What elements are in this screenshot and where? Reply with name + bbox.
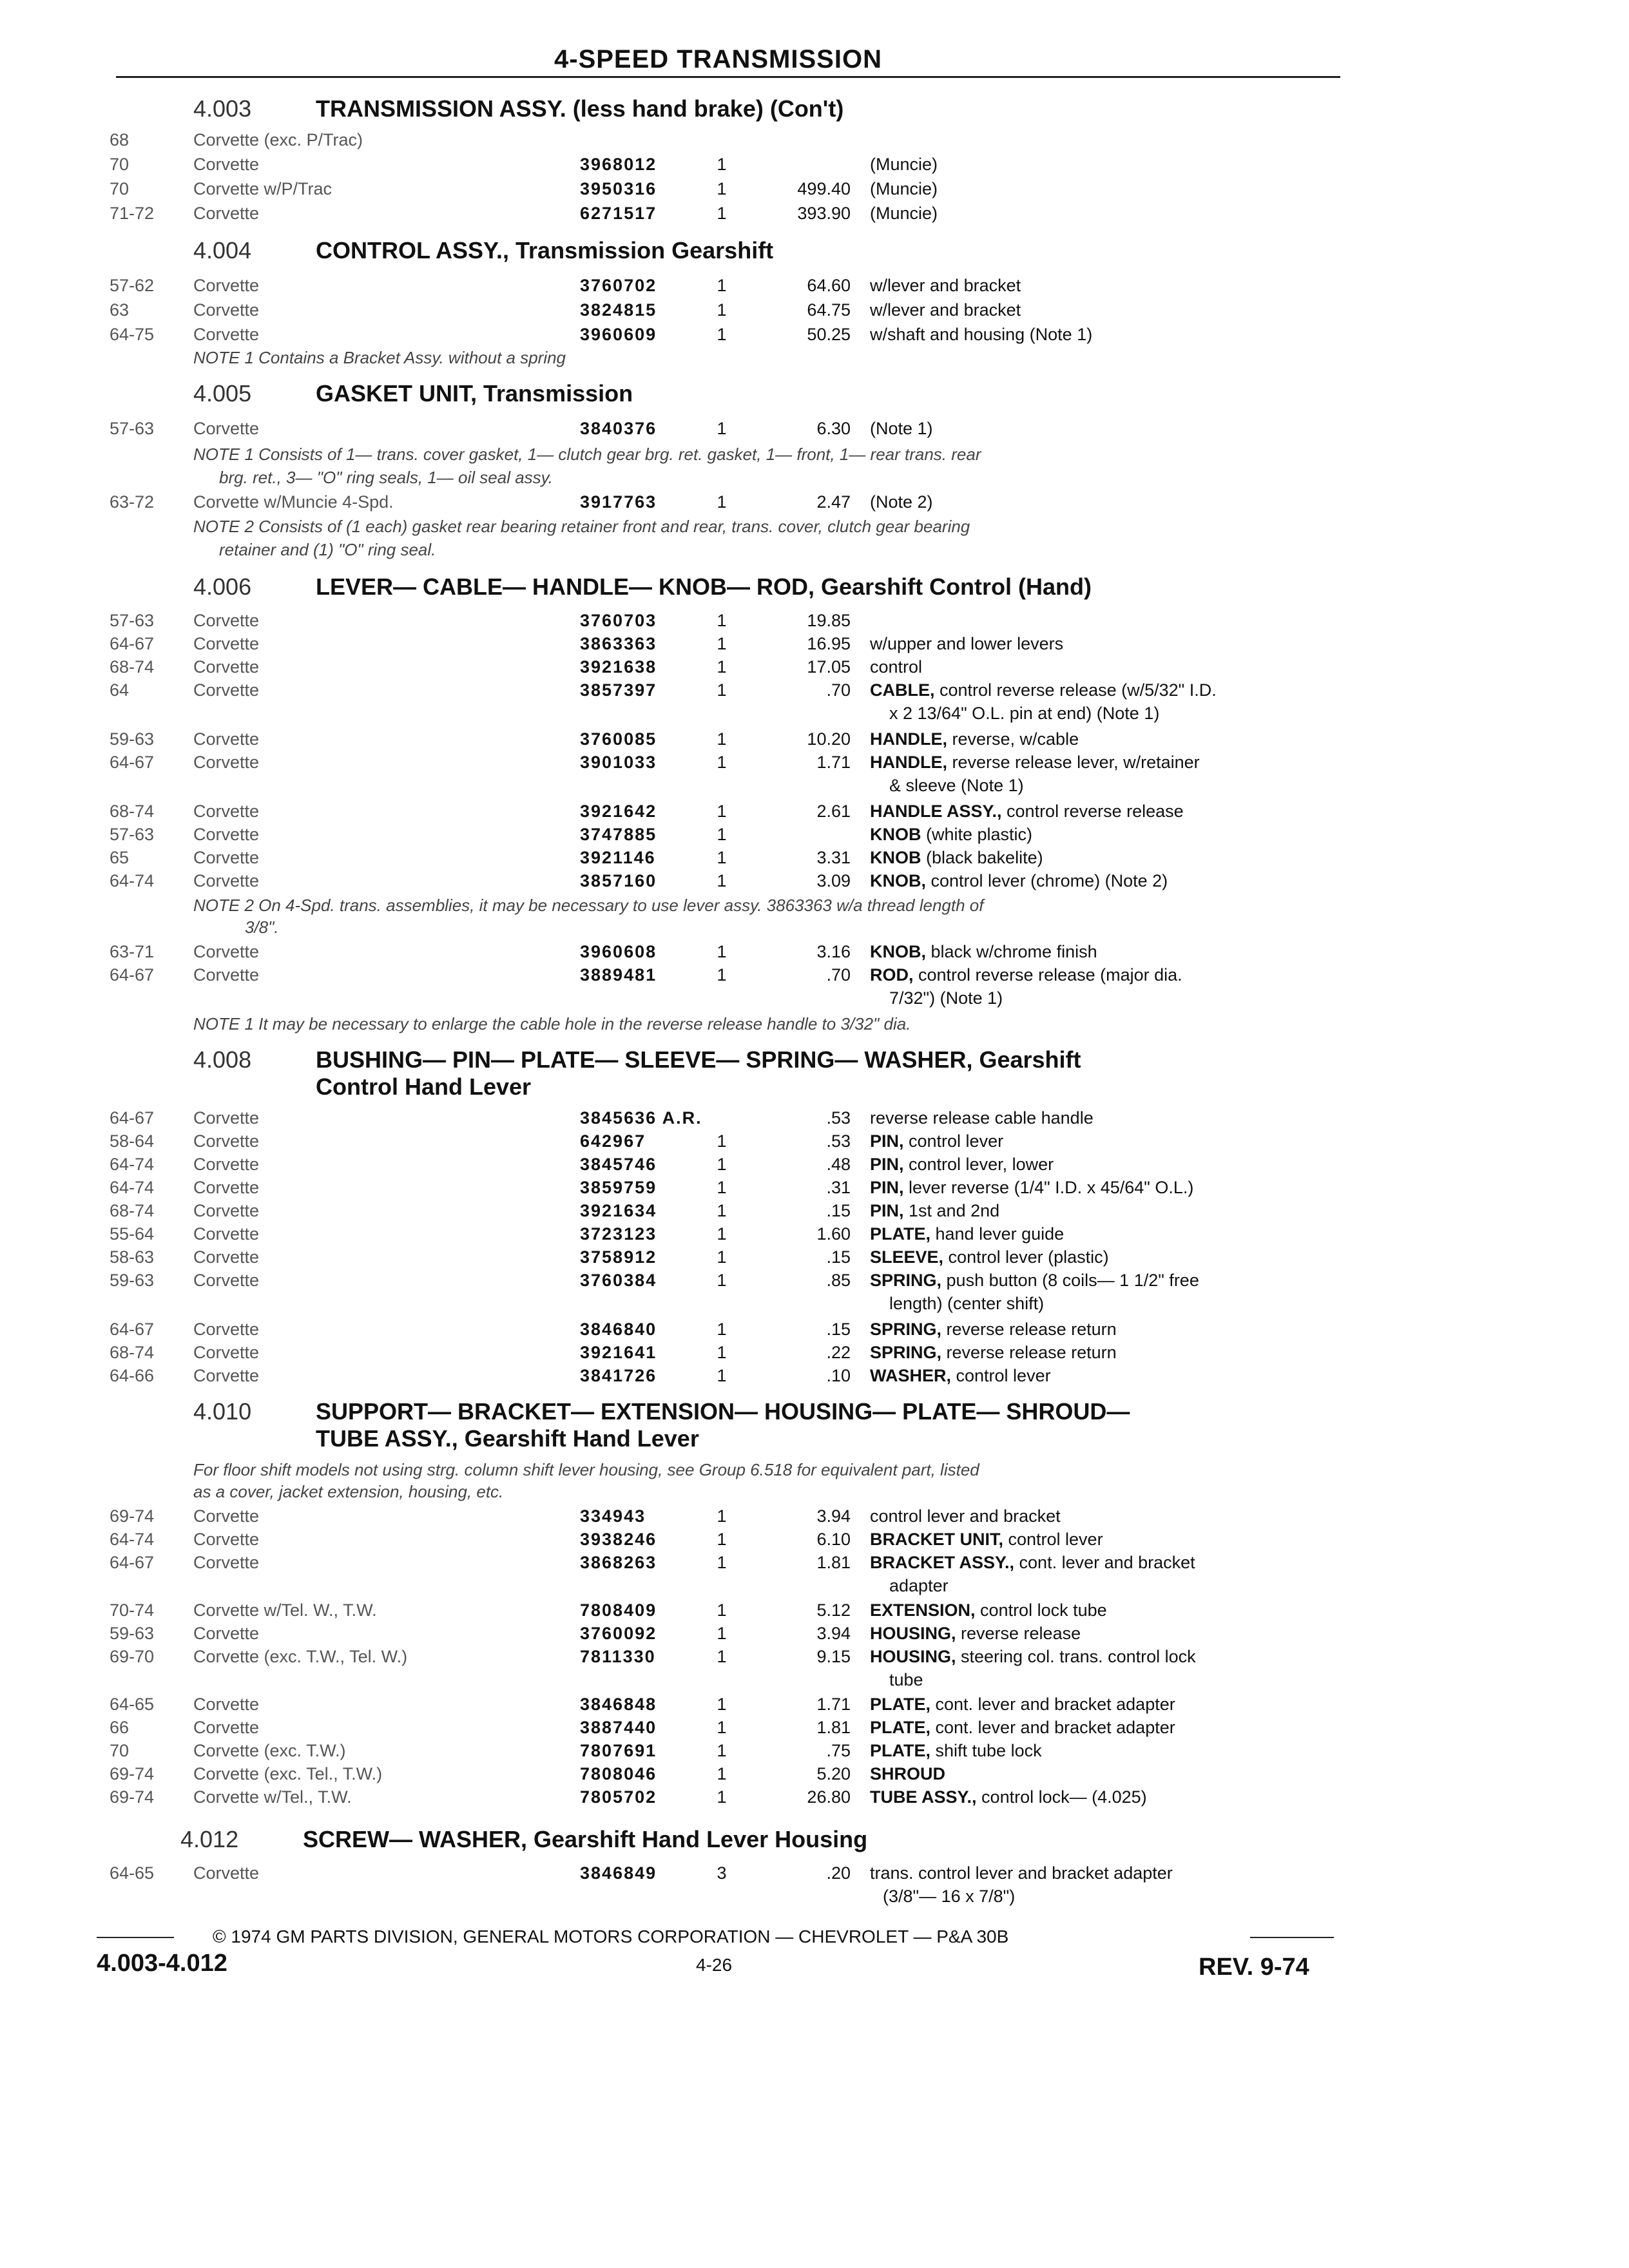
description-continuation: (3/8"— 16 x 7/8") (883, 1887, 1016, 1906)
table-row: 57-63 Corvette 3840376 1 6.30 (Note 1) (110, 419, 933, 438)
table-row: 71-72 Corvette 6271517 1 393.90 (Muncie) (110, 204, 938, 223)
table-row: 64-74 Corvette 3859759 1 .31 PIN, lever reverse (1/4" I.D. x 45/64" O.L.) (110, 1178, 1194, 1197)
footnote: brg. ret., 3— "O" ring seals, 1— oil seal assy. (219, 468, 553, 487)
table-row: 63-72 Corvette w/Muncie 4-Spd. 3917763 1 2.47 (Note 2) (110, 492, 933, 512)
section-heading-4-012: 4.012 SCREW— WASHER, Gearshift Hand Lever Housing (180, 1826, 868, 1852)
footer-rule-right (1250, 1937, 1334, 1938)
table-row: 57-62 Corvette 3760702 1 64.60 w/lever and bracket (110, 276, 1021, 295)
table-row: 64-67 Corvette 3845636 A.R. .53 reverse release cable handle (110, 1108, 1094, 1128)
table-row: 57-63 Corvette 3747885 1 KNOB (white plastic) (110, 825, 1033, 844)
table-row: 64-75 Corvette 3960609 1 50.25 w/shaft and housing (Note 1) (110, 325, 1093, 344)
section-heading-4-005: 4.005 GASKET UNIT, Transmission (193, 380, 633, 407)
description-continuation: 7/32") (Note 1) (889, 988, 1003, 1008)
table-row: 70 Corvette w/P/Trac 3950316 1 499.40 (Muncie) (110, 179, 938, 198)
footnote: For floor shift models not using strg. column shift lever housing, see Group 6.518 for equivalent part, listed (193, 1460, 979, 1479)
section-heading-4-010: 4.010 SUPPORT— BRACKET— EXTENSION— HOUSING— PLATE— SHROUD— TUBE ASSY., Gearshift Hand Lever (193, 1398, 1130, 1452)
table-row: 64-67 Corvette 3846840 1 .15 SPRING, reverse release return (110, 1320, 1117, 1339)
footnote: NOTE 1 Consists of 1— trans. cover gasket, 1— clutch gear brg. ret. gasket, 1— front, 1— rear trans. rear (193, 445, 981, 464)
description-continuation: adapter (889, 1576, 949, 1595)
table-row: 64-74 Corvette 3845746 1 .48 PIN, control lever, lower (110, 1155, 1054, 1174)
description-continuation: & sleeve (Note 1) (889, 776, 1024, 795)
table-row: 69-74 Corvette (exc. Tel., T.W.) 7808046 1 5.20 SHROUD (110, 1764, 946, 1783)
table-row: 66 Corvette 3887440 1 1.81 PLATE, cont. lever and bracket adapter (110, 1718, 1175, 1737)
table-row: 68-74 Corvette 3921641 1 .22 SPRING, reverse release return (110, 1343, 1117, 1362)
footnote: as a cover, jacket extension, housing, etc. (193, 1482, 504, 1501)
table-row: 55-64 Corvette 3723123 1 1.60 PLATE, hand lever guide (110, 1224, 1065, 1244)
table-row: 57-63 Corvette 3760703 1 19.85 (110, 611, 851, 630)
table-row: 64-74 Corvette 3857160 1 3.09 KNOB, control lever (chrome) (Note 2) (110, 871, 1168, 890)
table-row: 68-74 Corvette 3921638 1 17.05 control (110, 657, 923, 677)
table-row: 58-64 Corvette 642967 1 .53 PIN, control lever (110, 1131, 1004, 1151)
table-row: 69-74 Corvette w/Tel., T.W. 7805702 1 26.80 TUBE ASSY., control lock— (4.025) (110, 1787, 1147, 1807)
table-row: 68-74 Corvette 3921642 1 2.61 HANDLE ASSY., control reverse release (110, 802, 1184, 821)
table-row: 69-74 Corvette 334943 1 3.94 control lever and bracket (110, 1506, 1061, 1526)
footnote: NOTE 1 Contains a Bracket Assy. without a spring (193, 348, 566, 367)
table-row: 64-67 Corvette 3868263 1 1.81 BRACKET ASSY., cont. lever and bracket (110, 1553, 1195, 1572)
table-row: 68 Corvette (exc. P/Trac) (110, 130, 363, 149)
footnote: NOTE 2 Consists of (1 each) gasket rear bearing retainer front and rear, trans. cover, clutch gear bearing (193, 517, 970, 536)
table-row: 58-63 Corvette 3758912 1 .15 SLEEVE, control lever (plastic) (110, 1247, 1109, 1267)
section-heading-4-006: 4.006 LEVER— CABLE— HANDLE— KNOB— ROD, Gearshift Control (Hand) (193, 573, 1092, 600)
section-heading-4-008: 4.008 BUSHING— PIN— PLATE— SLEEVE— SPRING— WASHER, Gearshift Control Hand Lever (193, 1046, 1081, 1100)
page-number: 4-26 (696, 1955, 733, 1975)
page-title: 4-SPEED TRANSMISSION (554, 45, 882, 73)
table-row: 64-66 Corvette 3841726 1 .10 WASHER, control lever (110, 1366, 1051, 1385)
description-continuation: x 2 13/64" O.L. pin at end) (Note 1) (889, 704, 1160, 723)
table-row: 69-70 Corvette (exc. T.W., Tel. W.) 7811330 1 9.15 HOUSING, steering col. trans. control lock (110, 1647, 1196, 1666)
table-row: 70 Corvette (exc. T.W.) 7807691 1 .75 PLATE, shift tube lock (110, 1741, 1042, 1760)
table-row: 64-67 Corvette 3889481 1 .70 ROD, control reverse release (major dia. (110, 965, 1182, 985)
footnote: 3/8". (245, 918, 279, 937)
table-row: 70 Corvette 3968012 1 (Muncie) (110, 155, 938, 174)
table-row: 68-74 Corvette 3921634 1 .15 PIN, 1st and 2nd (110, 1201, 1000, 1220)
header-rule (116, 76, 1340, 78)
table-row: 59-63 Corvette 3760085 1 10.20 HANDLE, reverse, w/cable (110, 729, 1079, 749)
section-heading-4-004: 4.004 CONTROL ASSY., Transmission Gearshift (193, 237, 774, 264)
table-row: 63 Corvette 3824815 1 64.75 w/lever and bracket (110, 300, 1021, 320)
footnote: retainer and (1) "O" ring seal. (219, 540, 436, 559)
table-row: 70-74 Corvette w/Tel. W., T.W. 7808409 1 5.12 EXTENSION, control lock tube (110, 1600, 1107, 1620)
table-row: 64-74 Corvette 3938246 1 6.10 BRACKET UNIT, control lever (110, 1530, 1103, 1549)
table-row: 64-67 Corvette 3901033 1 1.71 HANDLE, reverse release lever, w/retainer (110, 753, 1200, 772)
table-row: 59-63 Corvette 3760092 1 3.94 HOUSING, reverse release (110, 1624, 1081, 1643)
table-row: 65 Corvette 3921146 1 3.31 KNOB (black bakelite) (110, 848, 1043, 867)
footnote: NOTE 2 On 4-Spd. trans. assemblies, it may be necessary to use lever assy. 3863363 w/a thread length of (193, 896, 984, 915)
table-row: 64-65 Corvette 3846849 3 .20 trans. control lever and bracket adapter (110, 1863, 1173, 1883)
description-continuation: length) (center shift) (889, 1294, 1045, 1313)
section-heading-4-003: 4.003 TRANSMISSION ASSY. (less hand brake) (Con't) (193, 95, 844, 122)
table-row: 63-71 Corvette 3960608 1 3.16 KNOB, black w/chrome finish (110, 942, 1097, 961)
table-row: 64-67 Corvette 3863363 1 16.95 w/upper and lower levers (110, 634, 1064, 653)
table-row: 59-63 Corvette 3760384 1 .85 SPRING, push button (8 coils— 1 1/2" free (110, 1271, 1199, 1290)
copyright-line: © 1974 GM PARTS DIVISION, GENERAL MOTORS CORPORATION — CHEVROLET — P&A 30B (213, 1927, 1009, 1946)
description-continuation: tube (889, 1670, 923, 1689)
table-row: 64-65 Corvette 3846848 1 1.71 PLATE, cont. lever and bracket adapter (110, 1695, 1175, 1714)
revision-label: REV. 9-74 (1199, 1954, 1309, 1981)
footer-rule-left (97, 1937, 174, 1938)
table-row: 64 Corvette 3857397 1 .70 CABLE, control reverse release (w/5/32" I.D. (110, 680, 1217, 700)
section-range: 4.003-4.012 (97, 1950, 227, 1977)
footnote: NOTE 1 It may be necessary to enlarge the cable hole in the reverse release handle to 3/32" dia. (193, 1014, 911, 1033)
